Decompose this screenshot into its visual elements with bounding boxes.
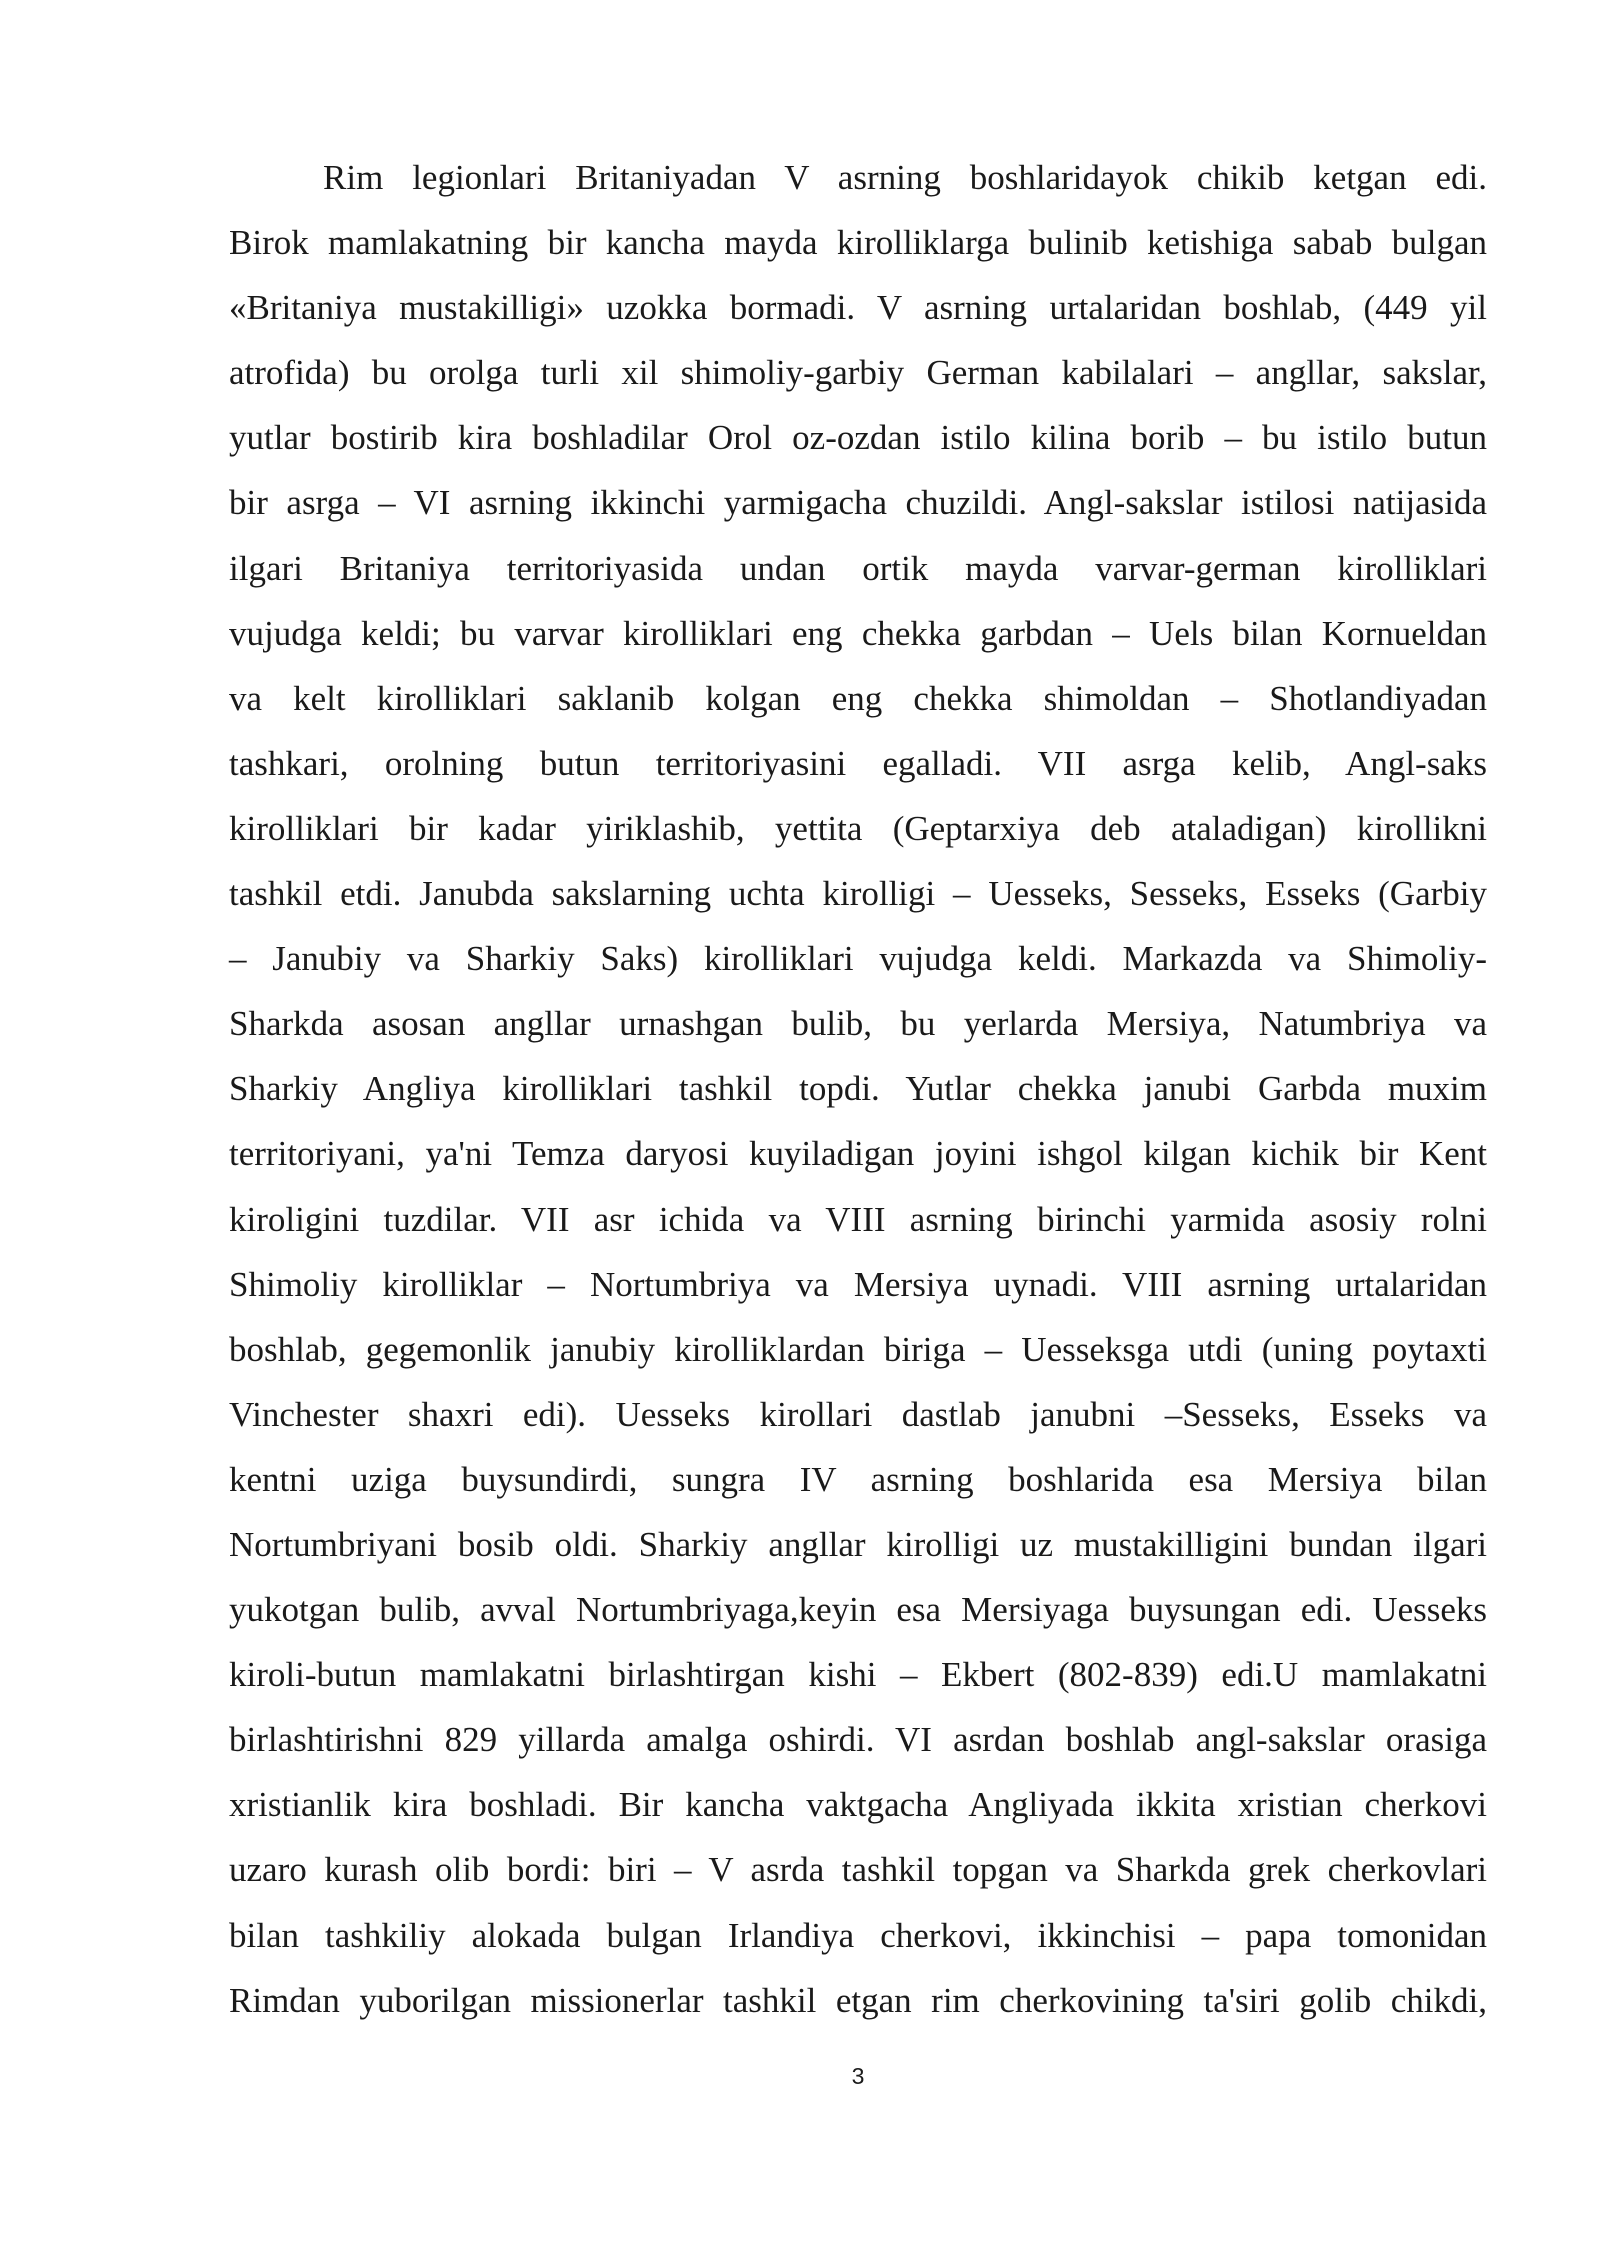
text-line: bir asrga – VI asrning ikkinchi yarmigacha chuzildi. Angl-sakslar istilosi natijasida <box>229 483 1487 523</box>
text-line: uzaro kurash olib bordi: biri – V asrda tashkil topgan va Sharkda grek cherkovlari <box>229 1850 1487 1890</box>
text-line: Rim legionlari Britaniyadan V asrning boshlaridayok chikib ketgan edi. <box>323 158 1487 197</box>
text-line: Sharkiy Angliya kirolliklari tashkil topdi. Yutlar chekka janubi Garbda muxim <box>229 1069 1487 1109</box>
text-line: birlashtirishni 829 yillarda amalga oshirdi. VI asrdan boshlab angl-sakslar orasiga <box>229 1720 1487 1760</box>
text-line: boshlab, gegemonlik janubiy kirolliklardan biriga – Uesseksga utdi (uning poytaxti <box>229 1329 1487 1369</box>
text-line: ilgari Britaniya territoriyasida undan ortik mayda varvar-german kirolliklari <box>229 548 1487 588</box>
text-line: «Britaniya mustakilligi» uzokka bormadi. V asrning urtalaridan boshlab, (449 yil <box>229 288 1487 328</box>
text-line: – Janubiy va Sharkiy Saks) kirolliklari vujudga keldi. Markazda va Shimoliy- <box>229 939 1487 979</box>
text-line: yutlar bostirib kira boshladilar Orol oz-ozdan istilo kilina borib – bu istilo butun <box>229 418 1487 458</box>
text-line: kiroli-butun mamlakatni birlashtirgan kishi – Ekbert (802-839) edi.U mamlakatni <box>229 1655 1487 1695</box>
body-paragraph <box>229 145 1487 2033</box>
text-line: Sharkda asosan angllar urnashgan bulib, bu yerlarda Mersiya, Natumbriya va <box>229 1004 1487 1044</box>
text-line: Shimoliy kirolliklar – Nortumbriya va Mersiya uynadi. VIII asrning urtalaridan <box>229 1264 1487 1304</box>
text-line: va kelt kirolliklari saklanib kolgan eng chekka shimoldan – Shotlandiyadan <box>229 678 1487 718</box>
text-line: territoriyani, ya'ni Temza daryosi kuyiladigan joyini ishgol kilgan kichik bir Kent <box>229 1134 1487 1174</box>
text-line: Birok mamlakatning bir kancha mayda kirolliklarga bulinib ketishiga sabab bulgan <box>229 223 1487 263</box>
text-line: atrofida) bu orolga turli xil shimoliy-garbiy German kabilalari – angllar, sakslar, <box>229 353 1487 393</box>
text-line: kentni uziga buysundirdi, sungra IV asrning boshlarida esa Mersiya bilan <box>229 1459 1487 1499</box>
text-line: Nortumbriyani bosib oldi. Sharkiy angllar kirolligi uz mustakilligini bundan ilgari <box>229 1524 1487 1564</box>
text-line: bilan tashkiliy alokada bulgan Irlandiya cherkovi, ikkinchisi – papa tomonidan <box>229 1915 1487 1955</box>
text-line: tashkil etdi. Janubda sakslarning uchta kirolligi – Uesseks, Sesseks, Esseks (Garbiy <box>229 874 1487 914</box>
text-line: kirolliklari bir kadar yiriklashib, yettita (Geptarxiya deb ataladigan) kirollikni <box>229 808 1487 848</box>
text-line: tashkari, orolning butun territoriyasini egalladi. VII asrga kelib, Angl-saks <box>229 743 1487 783</box>
text-line: Vinchester shaxri edi). Uesseks kirollari dastlab janubni –Sesseks, Esseks va <box>229 1394 1487 1434</box>
text-line: Rimdan yuborilgan missionerlar tashkil etgan rim cherkovining ta'siri golib chikdi, <box>229 1980 1487 2020</box>
text-line: yukotgan bulib, avval Nortumbriyaga,keyin esa Mersiyaga buysungan edi. Uesseks <box>229 1590 1487 1630</box>
text-line: xristianlik kira boshladi. Bir kancha vaktgacha Angliyada ikkita xristian cherkovi <box>229 1785 1487 1825</box>
page-number: 3 <box>851 2063 865 2089</box>
text-line: vujudga keldi; bu varvar kirolliklari eng chekka garbdan – Uels bilan Kornueldan <box>229 613 1487 653</box>
text-line: kiroligini tuzdilar. VII asr ichida va VIII asrning birinchi yarmida asosiy rolni <box>229 1199 1487 1239</box>
